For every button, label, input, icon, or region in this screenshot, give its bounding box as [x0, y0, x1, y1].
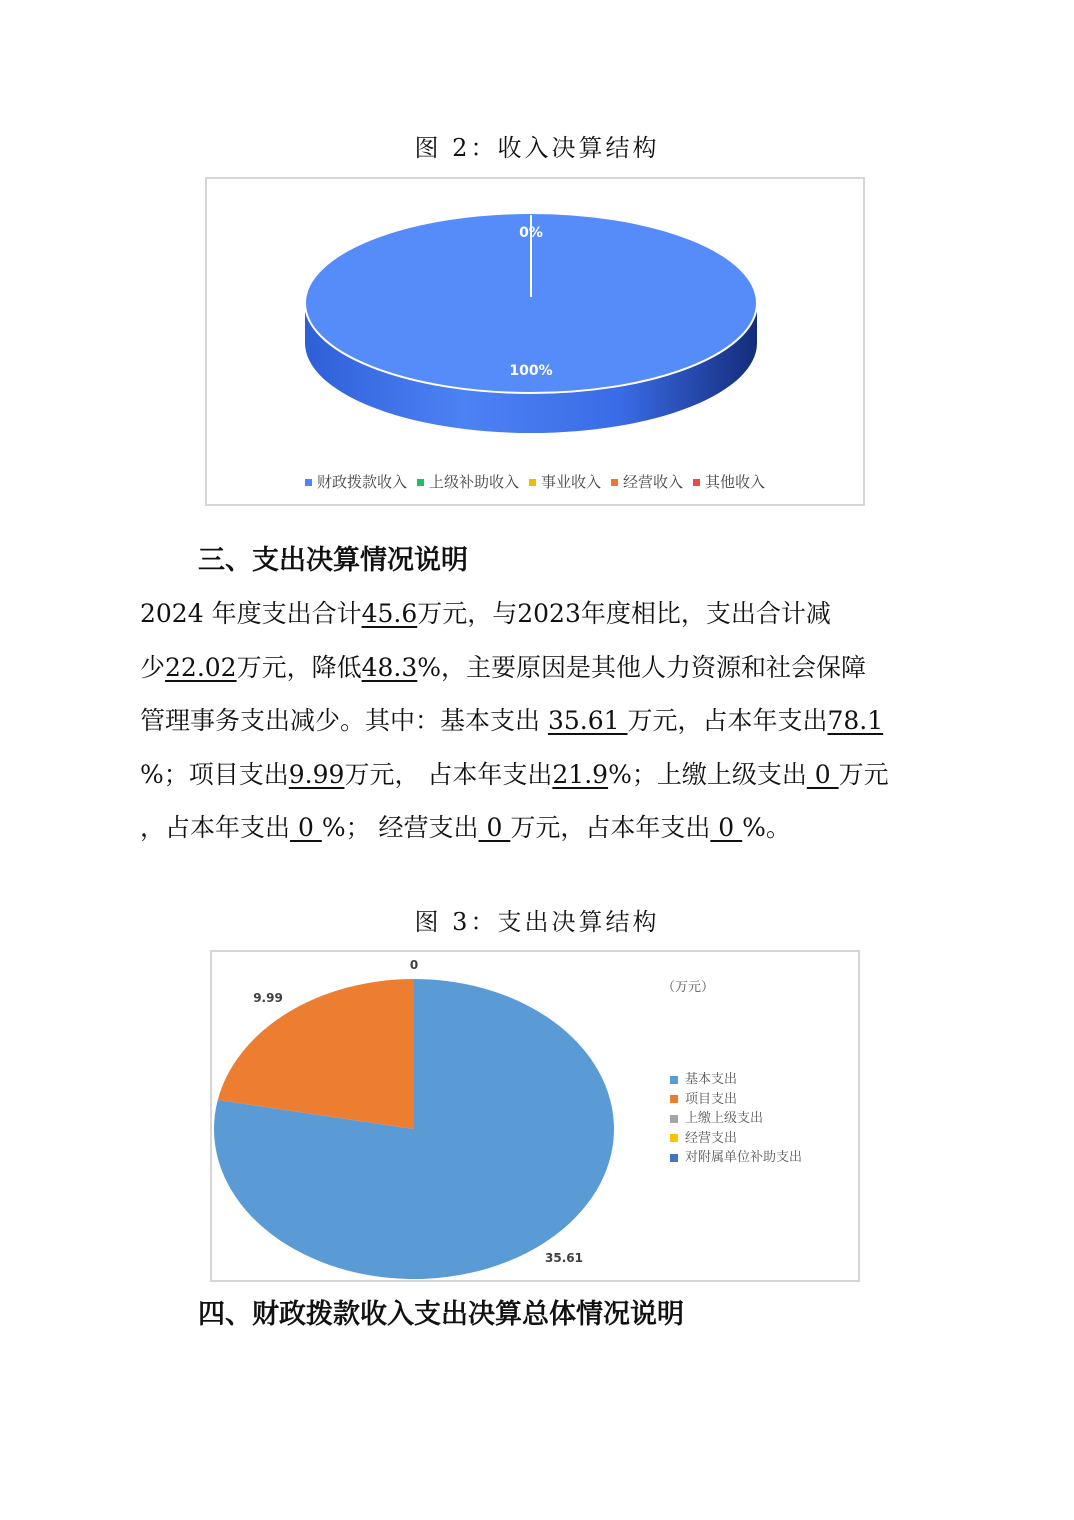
- paragraph-line: [140, 587, 932, 641]
- section-3-paragraph: [140, 587, 932, 855]
- legend-swatch: [670, 1076, 678, 1084]
- legend-item: [611, 471, 683, 492]
- legend-label: 上缴上级支出: [685, 1111, 764, 1126]
- text-run: ，占本年支出: [140, 813, 291, 842]
- legend-item: [670, 1146, 802, 1166]
- legend-label: 基本支出: [685, 1072, 738, 1087]
- section-3-heading: 三、支出决算情况说明: [198, 545, 468, 576]
- legend-label: 其他收入: [705, 473, 766, 491]
- expenditure-structure-chart: [210, 950, 860, 1282]
- legend-item: [670, 1068, 802, 1088]
- legend-item: [305, 471, 407, 492]
- text-run: 万元，降低: [236, 652, 362, 682]
- unit-label: （万元）: [662, 980, 715, 995]
- data-label: 35.61: [545, 1251, 583, 1265]
- legend-label: 经营支出: [685, 1130, 738, 1146]
- legend-swatch: [670, 1154, 678, 1162]
- data-label: 0: [409, 958, 419, 972]
- text-run: 万元， 占本年支出: [344, 759, 553, 789]
- paragraph-line: [140, 694, 932, 748]
- underlined-value: 78.1: [827, 706, 884, 735]
- legend-item: [670, 1107, 802, 1127]
- text-run: 少: [140, 652, 166, 682]
- legend-label: 项目支出: [685, 1091, 738, 1107]
- underlined-value: 21.9: [552, 759, 609, 789]
- text-run: 万元: [838, 759, 889, 789]
- text-run: %，主要原因是其他人力资源和社会保障: [417, 652, 867, 682]
- text-run: 万元，与2023年度相比，支出合计减: [417, 599, 831, 628]
- text-run: 万元，占本年支出: [510, 813, 711, 842]
- underlined-value: 0: [290, 813, 322, 842]
- label-hundred-percent: 100%: [509, 363, 553, 379]
- underlined-value: 0: [478, 813, 511, 842]
- figure-3-caption: 图 3：支出决算结构: [414, 908, 660, 936]
- underlined-value: 0: [710, 813, 743, 842]
- legend-swatch: [670, 1134, 678, 1142]
- text-run: %；上缴上级支出: [608, 759, 807, 789]
- legend-swatch: [611, 479, 618, 486]
- legend-swatch: [670, 1095, 678, 1103]
- income-pie-3d: [207, 179, 863, 504]
- underlined-value: 9.99: [288, 759, 345, 789]
- underlined-value: 22.02: [165, 652, 237, 682]
- legend-label: 财政拨款收入: [316, 473, 407, 491]
- legend-swatch: [305, 479, 312, 486]
- label-zero-percent: 0%: [519, 225, 543, 241]
- legend-item: [670, 1088, 802, 1108]
- underlined-value: 35.61: [547, 706, 628, 735]
- legend-label: 经营收入: [623, 473, 684, 491]
- figure-2-caption: 图 2：收入决算结构: [414, 134, 660, 162]
- text-run: 2024 年度支出合计: [140, 599, 362, 628]
- paragraph-line: [140, 801, 932, 855]
- income-legend: [207, 471, 863, 492]
- paragraph-line: [140, 748, 932, 802]
- section-4-heading: 四、财政拨款收入支出决算总体情况说明: [198, 1299, 684, 1330]
- legend-swatch: [670, 1115, 678, 1123]
- income-structure-chart: [205, 177, 865, 506]
- legend-item: [529, 471, 601, 492]
- text-run: %；项目支出: [140, 759, 289, 789]
- text-run: %。: [742, 813, 791, 842]
- text-run: 管理事务支出减少。其中：基本支出: [140, 706, 548, 735]
- legend-item: [417, 471, 519, 492]
- legend-swatch: [693, 479, 700, 486]
- legend-label: 上级补助收入: [428, 473, 519, 491]
- paragraph-line: [140, 641, 932, 695]
- underlined-value: 48.3: [361, 652, 418, 682]
- legend-swatch: [529, 479, 536, 486]
- underlined-value: 0: [806, 759, 839, 789]
- data-label: 9.99: [253, 991, 283, 1005]
- text-run: %； 经营支出: [321, 813, 479, 842]
- expenditure-legend: [670, 1068, 802, 1166]
- legend-swatch: [417, 479, 424, 486]
- legend-item: [693, 471, 765, 492]
- legend-label: 事业收入: [540, 473, 601, 491]
- legend-item: [670, 1127, 802, 1147]
- legend-label: 对附属单位补助支出: [685, 1150, 803, 1165]
- text-run: 万元，占本年支出: [627, 706, 828, 735]
- underlined-value: 45.6: [361, 599, 418, 628]
